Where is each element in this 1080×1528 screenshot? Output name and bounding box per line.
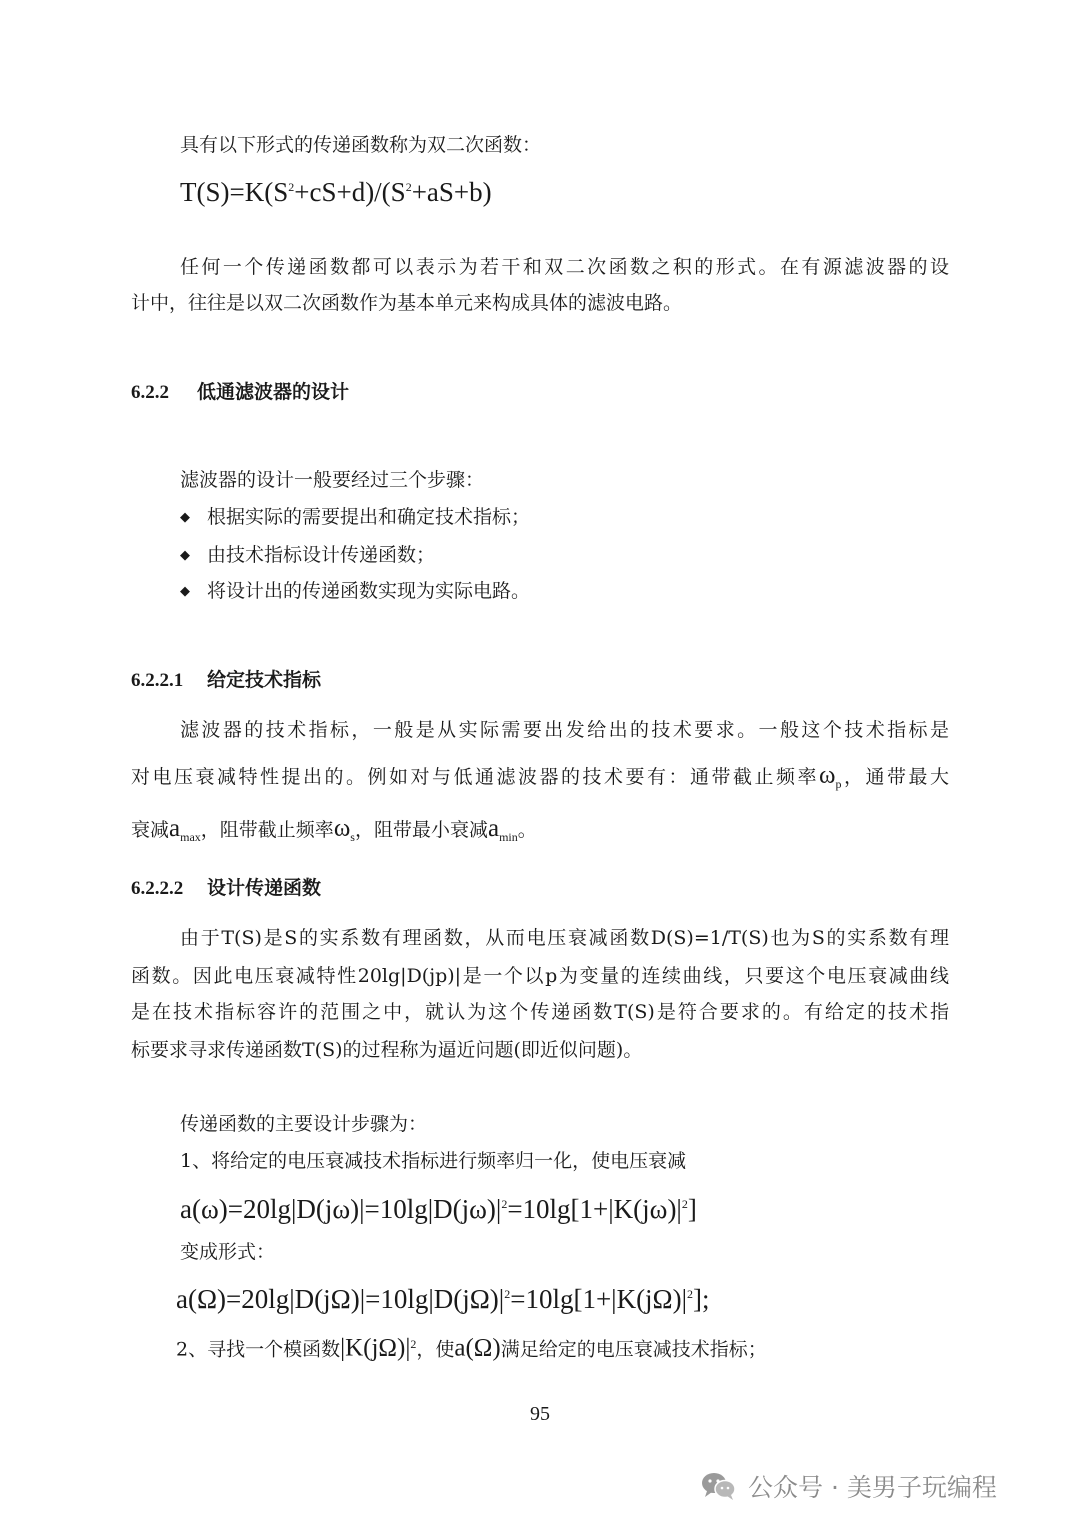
formula-biquad: $T(S)=K(S^2+cS+d)/(S^2+aS+b)$ (180, 177, 492, 207)
paragraph-line: 标要求寻求传递函数T(S)的过程称为逼近问题(即近似问题)。 (131, 1039, 643, 1061)
paragraph-line: 由于T(S)是S的实系数有理函数，从而电压衰减函数D(S)=1/T(S)也为S的实系数有理 (180, 927, 949, 949)
paragraph-line: 是在技术指标容许的范围之中，就认为这个传递函数T(S)是符合要求的。有给定的技术指 (131, 1001, 949, 1023)
paragraph-line: 对电压衰减特性提出的。例如对与低通滤波器的技术要有：通带截止频率$\omega_p$，通带最大 (131, 762, 949, 791)
subsection-heading (131, 874, 321, 903)
step-1: 1、将给定的电压衰减技术指标进行频率归一化，使电压衰减 (180, 1150, 687, 1172)
intro-line: 具有以下形式的传递函数称为双二次函数： (180, 134, 542, 156)
subsection-heading (131, 666, 321, 695)
step-2: 2、寻找一个模函数$|K(j\Omega)|^2$，使a(Ω)满足给定的电压衰减技术指标； (176, 1334, 767, 1362)
paragraph-line: 任何一个传递函数都可以表示为若干和双二次函数之积的形式。在有源滤波器的设 (180, 256, 949, 278)
section-number: 6.2.2 (131, 382, 169, 403)
diamond-bullet-icon: ◆ (180, 584, 190, 599)
formula-normalized: $a(\Omega)=20\lg|D(j\Omega)|=10\lg|D(j\Omega)|^2=10\lg[1+|K(j\Omega)|^2]$; (176, 1284, 710, 1314)
section-title: 低通滤波器的设计 (197, 381, 350, 403)
bullet-item: ◆ 根据实际的需要提出和确定技术指标； (180, 503, 530, 532)
paragraph-line: 衰减$a_{max}$，阻带截止频率$\omega_s$，阻带最小衰减$a_{min}$。 (131, 815, 537, 844)
watermark-text: 公众号 · 美男子玩编程 (748, 1473, 997, 1502)
diamond-bullet-icon: ◆ (180, 548, 190, 563)
diamond-bullet-icon: ◆ (180, 510, 190, 525)
wechat-icon (700, 1470, 738, 1502)
bullet-item: ◆ 将设计出的传递函数实现为实际电路。 (180, 577, 530, 606)
paragraph-line: 计中，往往是以双二次函数作为基本单元来构成具体的滤波电路。 (131, 292, 683, 314)
steps-intro: 滤波器的设计一般要经过三个步骤： (180, 469, 485, 491)
paragraph-line: 滤波器的技术指标，一般是从实际需要出发给出的技术要求。一般这个技术指标是 (180, 719, 949, 741)
paragraph-line: 函数。因此电压衰减特性20lg|D(jp)|是一个以p为变量的连续曲线，只要这个电压衰减曲线 (131, 965, 949, 987)
subsection-number: 6.2.2.1 (131, 670, 184, 691)
subsection-number: 6.2.2.2 (131, 878, 184, 899)
section-heading (131, 378, 349, 407)
bullet-item: ◆ 由技术指标设计传递函数； (180, 541, 435, 570)
page-number: 95 (530, 1403, 550, 1425)
change-form-label: 变成形式： (180, 1241, 276, 1263)
watermark (700, 1466, 997, 1506)
subsection-title: 设计传递函数 (207, 877, 322, 899)
formula-attenuation: $a(\omega)=20\lg|D(j\omega)|=10\lg|D(j\omega)|^2=10\lg[1+|K(j\omega)|^2]$ (180, 1194, 697, 1224)
subsection-title: 给定技术指标 (207, 669, 322, 691)
steps-intro: 传递函数的主要设计步骤为： (180, 1113, 428, 1135)
